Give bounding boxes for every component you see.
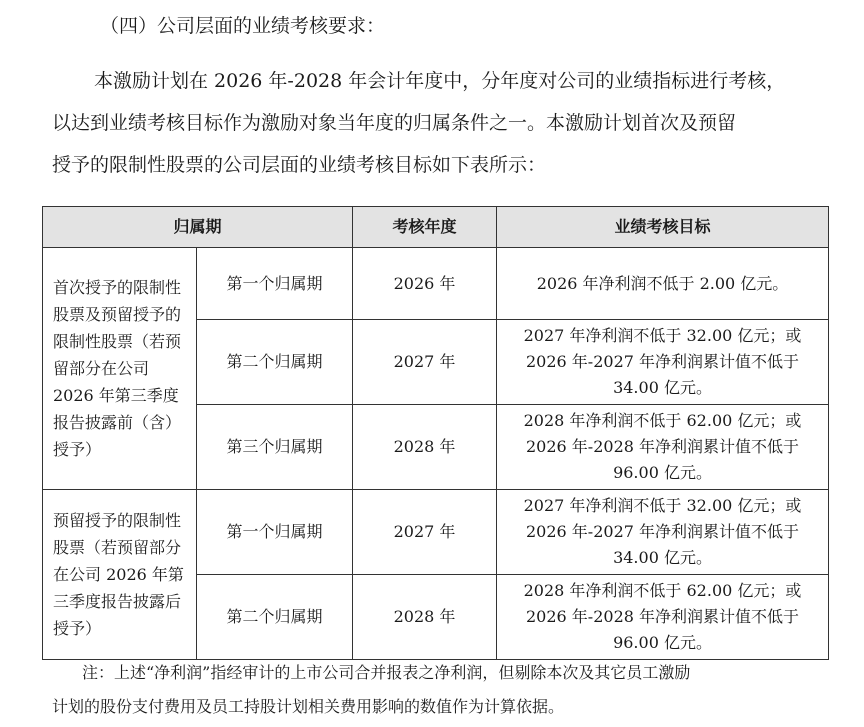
group-label-first-grant: 首次授予的限制性股票及预留授予的限制性股票（若预留部分在公司 2026 年第三季度报告披露前（含）授予）: [43, 248, 197, 490]
table-header-row: [43, 207, 829, 248]
year-cell: 2027 年: [353, 490, 497, 575]
header-period: 归属期: [43, 207, 353, 248]
table-row: [43, 490, 829, 575]
section-heading: （四）公司层面的业绩考核要求：: [100, 15, 386, 37]
intro-line-3: 授予的限制性股票的公司层面的业绩考核目标如下表所示：: [52, 154, 547, 176]
period-cell: 第三个归属期: [197, 405, 353, 490]
year-cell: 2026 年: [353, 248, 497, 320]
period-cell: 第二个归属期: [197, 320, 353, 405]
period-cell: 第二个归属期: [197, 575, 353, 660]
target-cell: 2026 年净利润不低于 2.00 亿元。: [497, 248, 829, 320]
intro-paragraph: [52, 60, 822, 186]
target-cell: 2027 年净利润不低于 32.00 亿元；或 2026 年-2027 年净利润累计值不低于 34.00 亿元。: [497, 490, 829, 575]
table-note: [52, 656, 824, 724]
target-cell: 2027 年净利润不低于 32.00 亿元；或 2026 年-2027 年净利润累计值不低于 34.00 亿元。: [497, 320, 829, 405]
note-line-2: 计划的股份支付费用及员工持股计划相关费用影响的数值作为计算依据。: [52, 697, 565, 716]
year-cell: 2028 年: [353, 575, 497, 660]
group-label-reserved-grant: 预留授予的限制性股票（若预留部分在公司 2026 年第三季度报告披露后授予）: [43, 490, 197, 660]
year-cell: 2028 年: [353, 405, 497, 490]
note-line-1: 注：上述“净利润”指经审计的上市公司合并报表之净利润，但剔除本次及其它员工激励: [82, 663, 691, 682]
performance-target-table: [42, 206, 829, 660]
table-row: [43, 248, 829, 320]
header-target: 业绩考核目标: [497, 207, 829, 248]
target-cell: 2028 年净利润不低于 62.00 亿元；或 2026 年-2028 年净利润累计值不低于 96.00 亿元。: [497, 575, 829, 660]
period-cell: 第一个归属期: [197, 248, 353, 320]
period-cell: 第一个归属期: [197, 490, 353, 575]
header-year: 考核年度: [353, 207, 497, 248]
intro-line-2: 以达到业绩考核目标作为激励对象当年度的归属条件之一。本激励计划首次及预留: [52, 112, 737, 134]
intro-line-1: 本激励计划在 2026 年-2028 年会计年度中，分年度对公司的业绩指标进行考核，: [94, 70, 786, 92]
target-cell: 2028 年净利润不低于 62.00 亿元；或 2026 年-2028 年净利润累计值不低于 96.00 亿元。: [497, 405, 829, 490]
year-cell: 2027 年: [353, 320, 497, 405]
